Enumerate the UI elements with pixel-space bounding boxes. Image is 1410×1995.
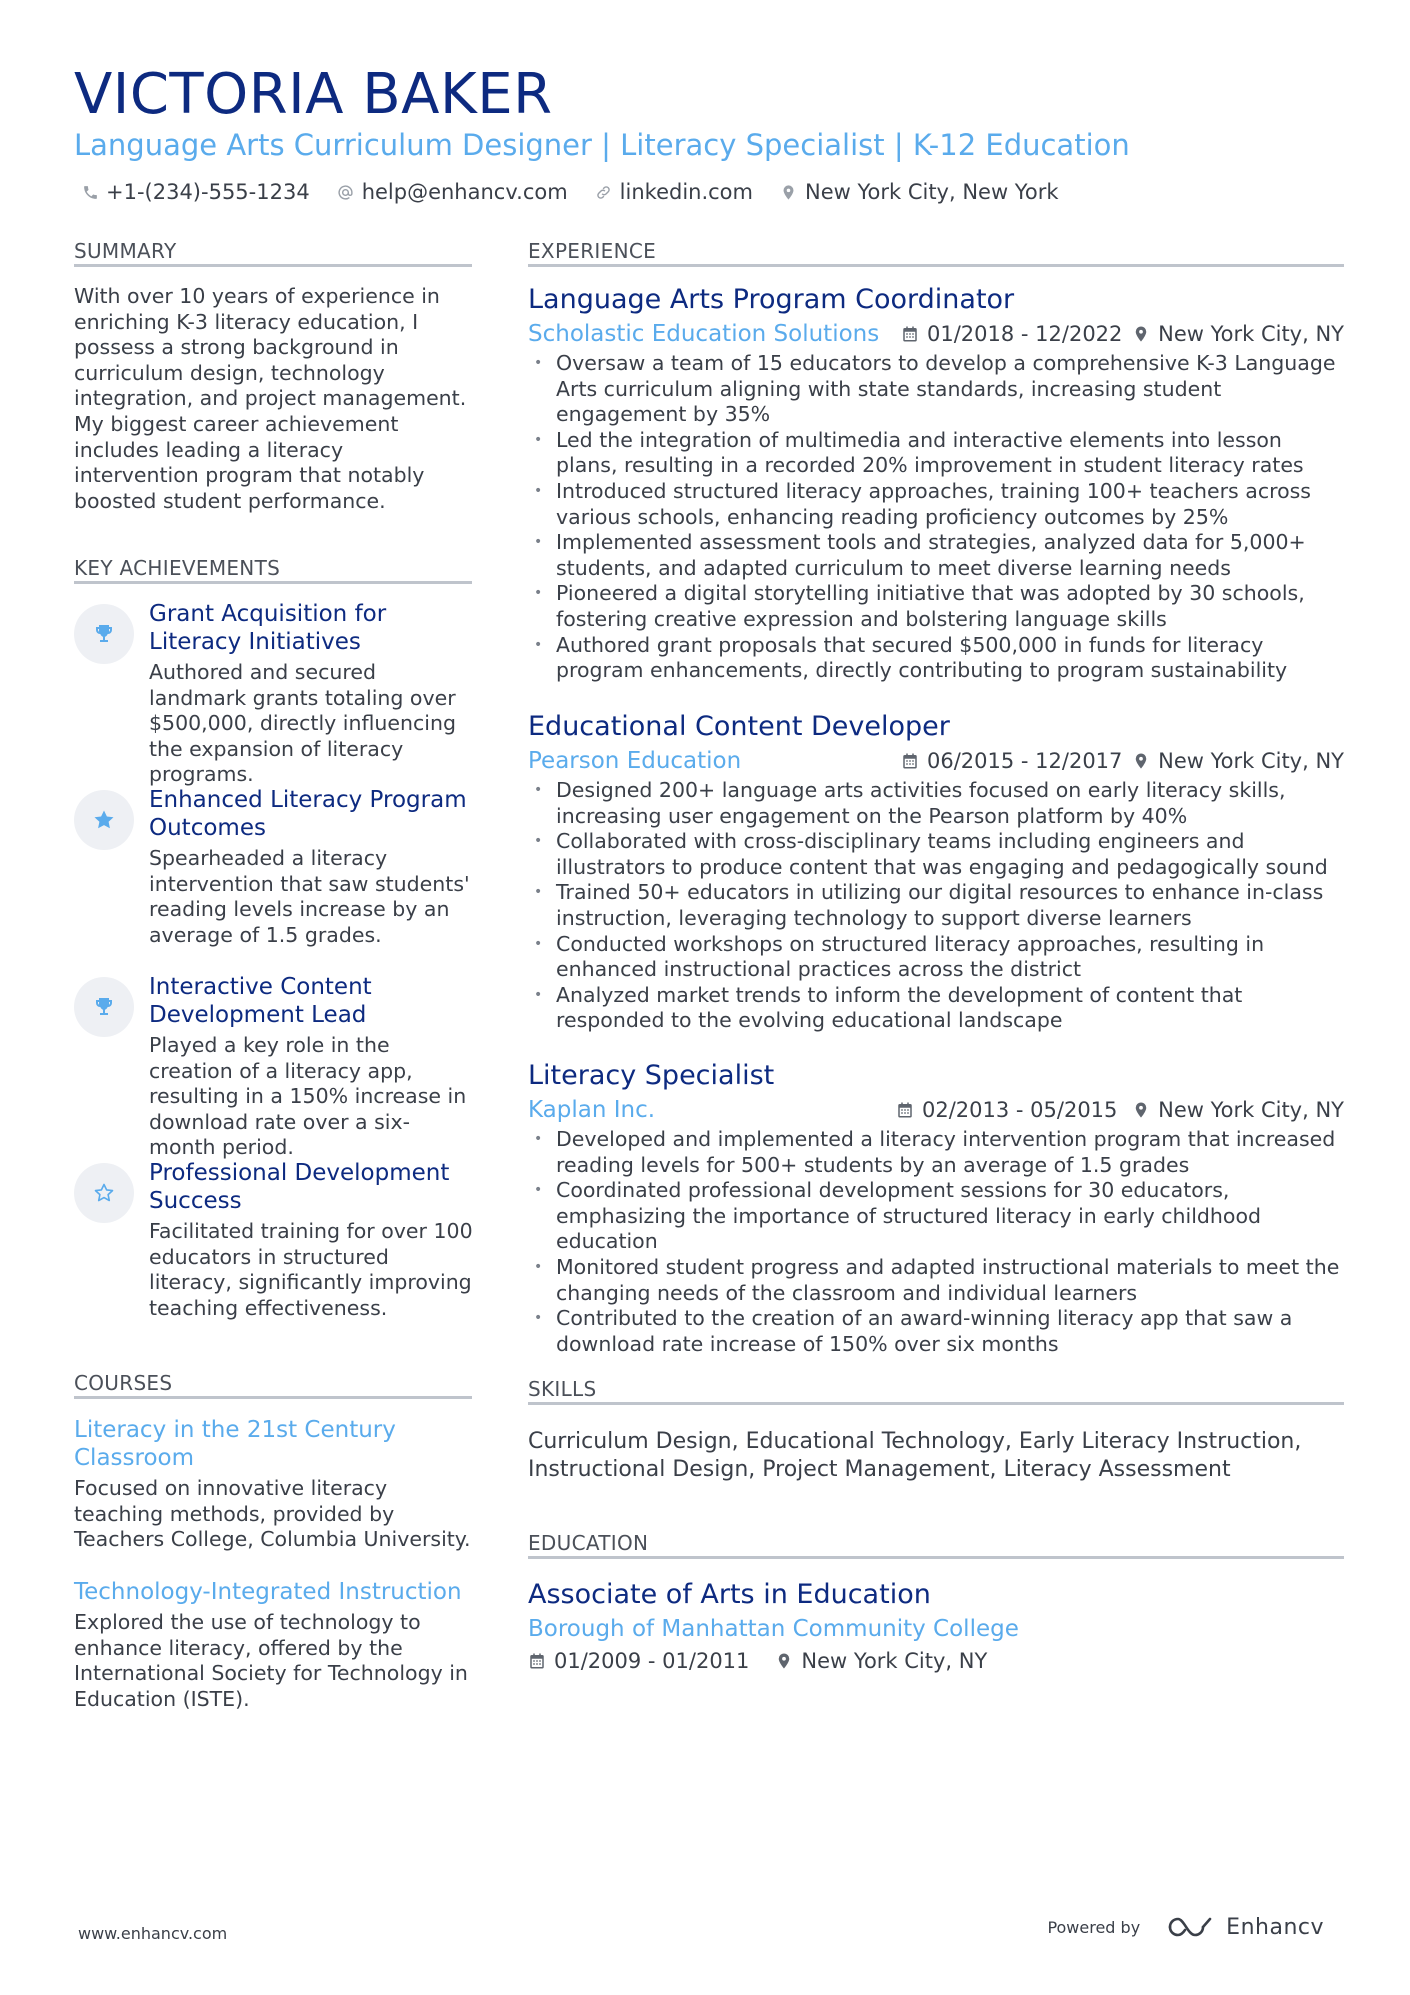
job-bullets xyxy=(528,1127,1344,1357)
calendar-icon xyxy=(896,1101,914,1119)
summary-divider xyxy=(74,264,472,267)
job-dates xyxy=(896,1097,1117,1123)
contact-phone xyxy=(80,180,310,204)
experience-divider xyxy=(528,264,1344,267)
education-location: New York City, NY xyxy=(801,1649,988,1673)
achievement-description: Played a key role in the creation of a literacy app, resulting in a 150% increase in download rate over a six-month period. xyxy=(149,1033,467,1160)
achievement-title: Professional Development Success xyxy=(149,1160,450,1214)
job-bullet: • Monitored student progress and adapted instructional materials to meet the changing needs of the classroom and individual learners xyxy=(528,1255,1344,1306)
company-name: Scholastic Education Solutions xyxy=(528,321,880,347)
experience-item xyxy=(528,710,1344,1034)
link-icon xyxy=(594,182,614,202)
star-outline-icon xyxy=(74,1163,134,1223)
job-bullets xyxy=(528,351,1344,684)
job-location xyxy=(1132,748,1344,774)
job-bullet: • Authored grant proposals that secured $500,000 in funds for literacy program enhancements, directly contributing to program sustainability xyxy=(528,633,1344,684)
phone-text: +1-(234)-555-1234 xyxy=(106,180,310,204)
candidate-headline: Language Arts Curriculum Designer | Literacy Specialist | K-12 Education xyxy=(74,128,1130,162)
education-heading: EDUCATION xyxy=(528,1531,649,1555)
job-bullet: • Developed and implemented a literacy intervention program that increased reading levels for 500+ students by an average of 1.5 grades xyxy=(528,1127,1344,1178)
contact-bar xyxy=(80,177,1085,207)
footer-website[interactable]: www.enhancv.com xyxy=(78,1924,228,1943)
powered-by-text: Powered by xyxy=(1047,1917,1141,1937)
map-pin-icon xyxy=(779,182,799,202)
course-title: Technology-Integrated Instruction xyxy=(74,1579,462,1605)
location-text: New York City, NY xyxy=(1158,322,1344,346)
job-bullets xyxy=(528,778,1344,1034)
job-bullet: • Led the integration of multimedia and interactive elements into lesson plans, resulting in a recorded 20% improvement in student literacy rates xyxy=(528,428,1344,479)
education-item xyxy=(528,1578,1344,1676)
map-pin-icon xyxy=(1132,1101,1150,1119)
education-dates: 01/2009 - 01/2011 xyxy=(554,1649,750,1673)
course-description: Focused on innovative literacy teaching methods, provided by Teachers College, Columbia University. xyxy=(74,1476,471,1552)
contact-email[interactable] xyxy=(336,180,568,204)
company-name: Kaplan Inc. xyxy=(528,1097,656,1123)
dates-text: 01/2018 - 12/2022 xyxy=(927,322,1123,346)
achievement-title: Grant Acquisition for Literacy Initiatives xyxy=(149,601,387,655)
achievement-title: Enhanced Literacy Program Outcomes xyxy=(149,787,467,841)
brand-name: Enhancv xyxy=(1226,1914,1324,1940)
candidate-name: VICTORIA BAKER xyxy=(74,62,553,127)
course-item xyxy=(74,1416,472,1553)
achievement-description: Spearheaded a literacy intervention that saw students' reading levels increase by an average of 1.5 grades. xyxy=(149,846,470,947)
location-text: New York City, NY xyxy=(1158,1098,1344,1122)
skills-heading: SKILLS xyxy=(528,1377,597,1401)
job-bullet: • Analyzed market trends to inform the development of content that responded to the evolving educational landscape xyxy=(528,983,1344,1034)
infinity-logo-icon xyxy=(1166,1914,1214,1940)
star-filled-icon xyxy=(74,790,134,850)
job-bullet: • Implemented assessment tools and strategies, analyzed data for 5,000+ students, and adapted curriculum to meet diverse learning needs xyxy=(528,530,1344,581)
achievement-description: Facilitated training for over 100 educators in structured literacy, significantly improving teaching effectiveness. xyxy=(149,1219,473,1320)
calendar-icon xyxy=(528,1652,546,1670)
course-item xyxy=(74,1578,472,1712)
job-dates xyxy=(901,748,1122,774)
summary-text: With over 10 years of experience in enriching K-3 literacy education, I possess a strong background in curriculum design, technology integration, and project management. My biggest career achievement includes leading a literacy intervention program that notably boosted student performance. xyxy=(74,284,467,513)
course-title: Literacy in the 21st Century Classroom xyxy=(74,1417,396,1471)
courses-divider xyxy=(74,1396,472,1399)
achievements-divider xyxy=(74,581,472,584)
job-bullet: • Pioneered a digital storytelling initiative that was adopted by 30 schools, fostering creative expression and bolstering language skills xyxy=(528,581,1344,632)
achievement-description: Authored and secured landmark grants totaling over $500,000, directly influencing the expansion of literacy programs. xyxy=(149,660,456,787)
course-description: Explored the use of technology to enhance literacy, offered by the International Society for Technology in Education (ISTE). xyxy=(74,1610,468,1711)
job-bullet: • Oversaw a team of 15 educators to develop a comprehensive K-3 Language Arts curriculum aligning with state standards, increasing student engagement by 35% xyxy=(528,351,1344,428)
dates-text: 06/2015 - 12/2017 xyxy=(927,749,1123,773)
experience-item xyxy=(528,1059,1344,1357)
courses-heading: COURSES xyxy=(74,1371,173,1395)
school-name: Borough of Manhattan Community College xyxy=(528,1616,1019,1642)
job-bullet: • Introduced structured literacy approaches, training 100+ teachers across various schools, enhancing reading proficiency outcomes by 25% xyxy=(528,479,1344,530)
map-pin-icon xyxy=(775,1652,793,1670)
job-bullet: • Designed 200+ language arts activities focused on early literacy skills, increasing user engagement on the Pearson platform by 40% xyxy=(528,778,1344,829)
degree-title: Associate of Arts in Education xyxy=(528,1579,931,1610)
calendar-icon xyxy=(901,752,919,770)
achievement-title: Interactive Content Development Lead xyxy=(149,974,372,1028)
job-title: Educational Content Developer xyxy=(528,711,950,742)
company-name: Pearson Education xyxy=(528,748,742,774)
contact-location xyxy=(779,180,1059,204)
job-bullet: • Collaborated with cross-disciplinary teams including engineers and illustrators to produce content that was engaging and pedagogically sound xyxy=(528,829,1344,880)
job-bullet: • Coordinated professional development sessions for 30 educators, emphasizing the importance of structured literacy in early childhood education xyxy=(528,1178,1344,1255)
dates-text: 02/2013 - 05/2015 xyxy=(922,1098,1118,1122)
skills-divider xyxy=(528,1402,1344,1405)
linkedin-text: linkedin.com xyxy=(619,180,753,204)
location-text: New York City, New York xyxy=(804,180,1059,204)
job-title: Literacy Specialist xyxy=(528,1060,775,1091)
email-text: help@enhancv.com xyxy=(361,180,568,204)
footer-branding xyxy=(1047,1914,1324,1940)
at-icon xyxy=(336,182,356,202)
calendar-icon xyxy=(901,325,919,343)
experience-item xyxy=(528,283,1344,684)
education-meta xyxy=(528,1646,1344,1676)
brand-logo xyxy=(1166,1914,1324,1940)
summary-heading: SUMMARY xyxy=(74,239,177,263)
contact-linkedin[interactable] xyxy=(594,180,753,204)
job-dates xyxy=(901,321,1122,347)
job-bullet: • Contributed to the creation of an award-winning literacy app that saw a download rate increase of 150% over six months xyxy=(528,1306,1344,1357)
education-divider xyxy=(528,1556,1344,1559)
achievements-heading: KEY ACHIEVEMENTS xyxy=(74,556,281,580)
location-text: New York City, NY xyxy=(1158,749,1344,773)
job-location xyxy=(1132,321,1344,347)
map-pin-icon xyxy=(1132,752,1150,770)
job-bullet: • Trained 50+ educators in utilizing our digital resources to enhance in-class instruction, leveraging technology to support diverse learners xyxy=(528,880,1344,931)
experience-heading: EXPERIENCE xyxy=(528,239,657,263)
job-bullet: • Conducted workshops on structured literacy approaches, resulting in enhanced instructional practices across the district xyxy=(528,932,1344,983)
job-title: Language Arts Program Coordinator xyxy=(528,284,1015,315)
trophy-icon xyxy=(74,977,134,1037)
trophy-icon xyxy=(74,604,134,664)
job-location xyxy=(1132,1097,1344,1123)
phone-icon xyxy=(80,182,100,202)
skills-text: Curriculum Design, Educational Technology, Early Literacy Instruction, Instructional Design, Project Management, Literacy Assessment xyxy=(528,1429,1302,1482)
map-pin-icon xyxy=(1132,325,1150,343)
